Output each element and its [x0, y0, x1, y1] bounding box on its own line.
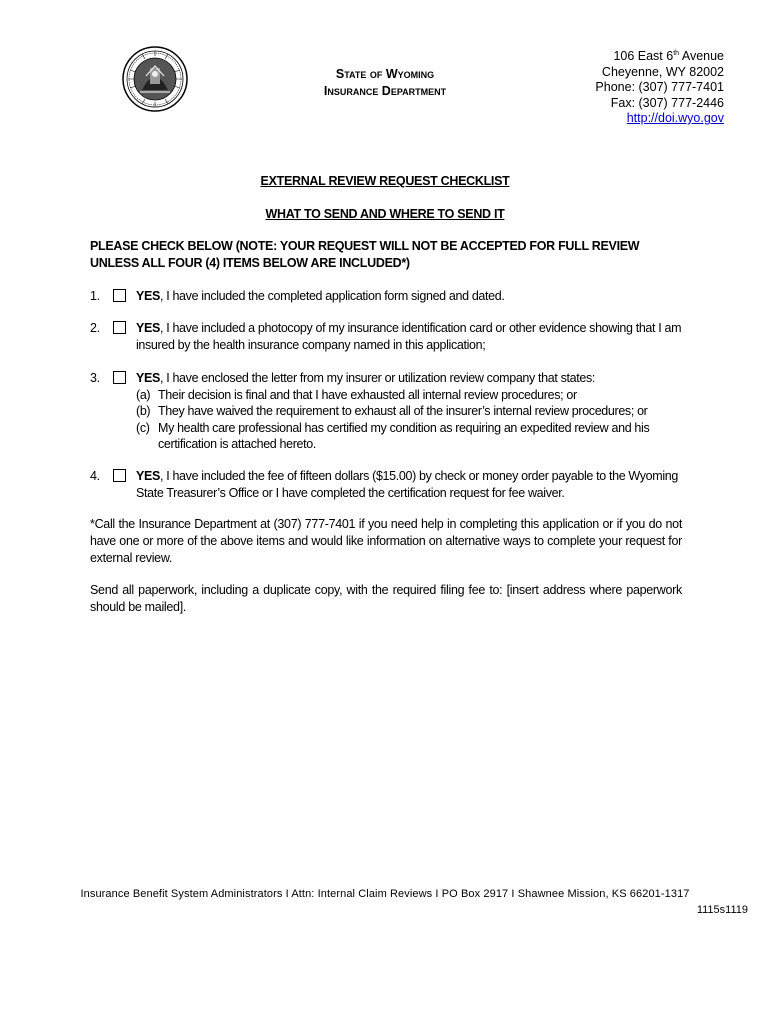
address-street [595, 46, 724, 65]
yes-label: YES [136, 289, 160, 303]
checklist-item-3 [90, 370, 690, 453]
state-seal-logo [122, 46, 188, 112]
item-text: , I have included a photocopy of my insurance identification card or other evidence showing that I am insured by the health insurance company named in this application; [136, 321, 682, 352]
fax-number: Fax: (307) 777-2446 [610, 95, 724, 110]
send-instructions: Send all paperwork, including a duplicate copy, with the required filing fee to: [insert address where paperwork should be mailed]. [90, 583, 682, 614]
checkbox-item-1[interactable] [113, 289, 126, 302]
form-code: 1115s1119 [696, 904, 748, 916]
agency-line-department: Insurance Department [323, 84, 447, 98]
checkbox-item-2[interactable] [113, 321, 126, 334]
agency-name [290, 66, 480, 100]
footer-address: Insurance Benefit System Administrators I Attn: Internal Claim Reviews I PO Box 2917 I Shawnee Mission, KS 66201-1317 [80, 888, 690, 900]
instruction-text: PLEASE CHECK BELOW (NOTE: YOUR REQUEST WILL NOT BE ACCEPTED FOR FULL REVIEW UNLESS ALL FOUR (4) ITEMS BELOW ARE INCLUDED*) [90, 239, 640, 270]
item-number: 1. [90, 289, 100, 303]
checklist-item-1 [90, 288, 690, 305]
item-text: , I have enclosed the letter from my insurer or utilization review company that states: [159, 371, 596, 385]
subitem-text: My health care professional has certified my condition as requiring an expedited review and his certification is attached hereto. [158, 420, 650, 451]
yes-label: YES [136, 321, 160, 335]
subitem-letter: (c) [136, 420, 150, 435]
address-street-text: 106 East 6 [613, 49, 674, 64]
item-text: , I have included the completed application form signed and dated. [159, 289, 505, 303]
address-street-suffix: th [673, 50, 680, 57]
item-text: , I have included the fee of fifteen dollars ($15.00) by check or money order payable to the Wyoming State Treasurer’s Office or I have completed the certification request for fee waiver. [136, 469, 678, 500]
address-street-avenue: Avenue [679, 49, 724, 64]
phone-number: Phone: (307) 777-7401 [595, 80, 724, 95]
item-number: 2. [90, 321, 100, 335]
yes-label: YES [136, 371, 160, 385]
website-link[interactable]: http://doi.wyo.gov [626, 111, 724, 126]
subitem-c [136, 420, 690, 453]
item-number: 3. [90, 371, 100, 385]
subitem-b [136, 403, 690, 420]
checkbox-item-4[interactable] [113, 469, 126, 482]
address-city: Cheyenne, WY 82002 [601, 64, 724, 79]
checklist-item-4 [90, 468, 690, 501]
subitem-text: They have waived the requirement to exhaust all of the insurer’s internal review procedures; or [158, 404, 648, 418]
page-subtitle: WHAT TO SEND AND WHERE TO SEND IT [265, 207, 505, 221]
yes-label: YES [136, 469, 160, 483]
subitem-letter: (a) [136, 387, 151, 402]
checkbox-item-3[interactable] [113, 371, 126, 384]
subitem-text: Their decision is final and that I have exhausted all internal review procedures; or [158, 387, 577, 402]
subitem-letter: (b) [136, 404, 151, 418]
item-number: 4. [90, 469, 100, 483]
agency-line-state: State of Wyoming [335, 67, 435, 81]
subitem-a [136, 387, 690, 404]
checklist-item-2 [90, 320, 690, 353]
page-title: EXTERNAL REVIEW REQUEST CHECKLIST [260, 174, 510, 188]
help-note: *Call the Insurance Department at (307) 777-7401 if you need help in completing this application or if you do not have one or more of the above items and would like information on alternative ways to complete your request for external review. [90, 517, 682, 565]
contact-info [595, 46, 724, 127]
